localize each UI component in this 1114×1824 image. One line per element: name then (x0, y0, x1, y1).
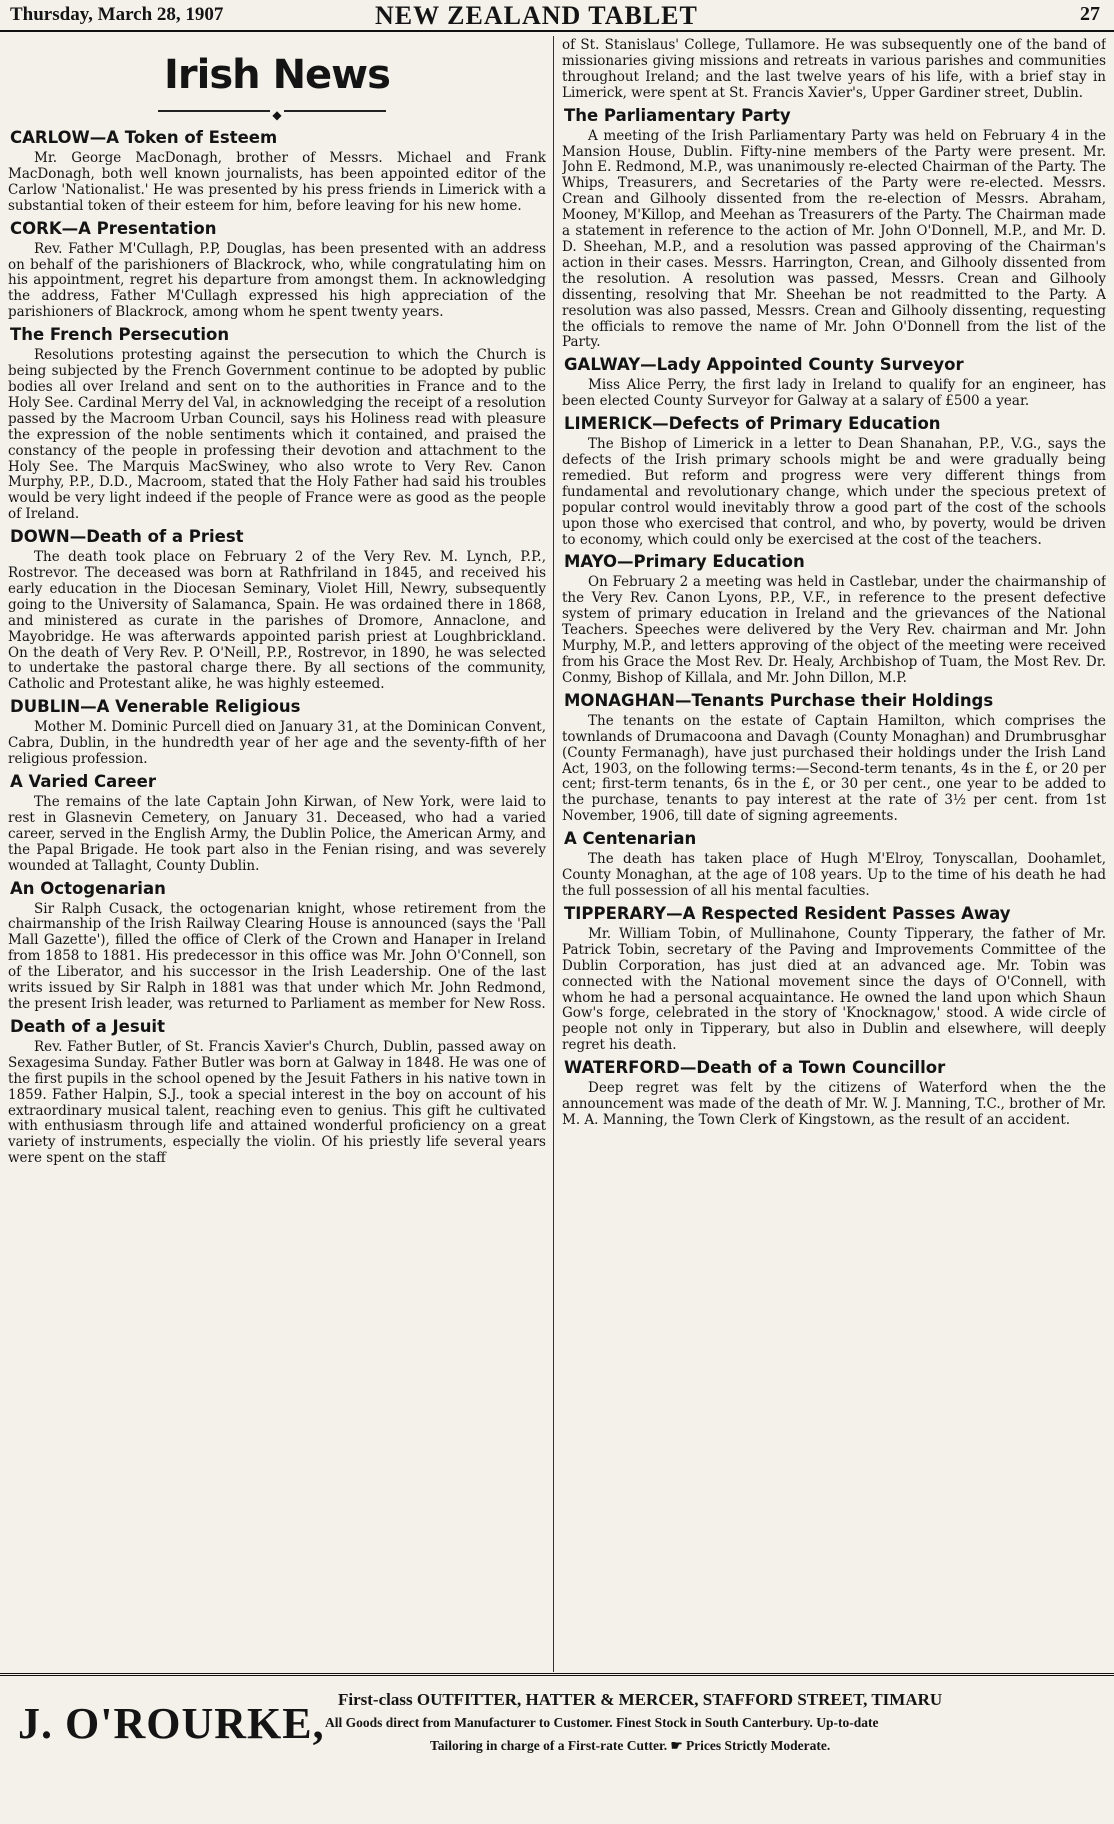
article-body: Rev. Father Butler, of St. Francis Xavier's Church, Dublin, passed away on Sexagesima Sunday. Father Butler was born at Galway in 1848. He was one of the first pupils in the school opened by the Jesuit Fathers in his native town in 1859. Father Halpin, S.J., took a special interest in the boy on account of his extraordinary musical talent, reaching even to genius. This gift he cultivated with enthusiasm through life and attained wonderful proficiency on a great variety of instruments, especially the violin. Of his priestly life several years were spent on the staff (8, 1038, 546, 1167)
advertiser-name: J. O'ROURKE, (18, 1699, 325, 1748)
article-body: A meeting of the Irish Parliamentary Party was held on February 4 in the Mansion House, Dublin. Fifty-nine members of the Party were present. Mr. John E. Redmond, M.P., was unanimously re-elected Chairman of the Party. The Whips, Treasurers, and Secretaries of the Party were re-elected. Messrs. Crean and Gilhooly dissented from the re-election of Messrs. Abraham, Mooney, M'Killop, and Meehan as Treasurers of the Party. The Chairman made a statement in reference to the action of Mr. John O'Donnell, M.P., and Mr. D. D. Sheehan, M.P., and a resolution was passed approving of the Chairman's action in their cases. Messrs. Harrington, Crean, and Gilhooly dissented from the resolution. A resolution was passed, Messrs. Crean and Gilhooly dissenting, resolving that Mr. Sheehan be not readmitted to the Party. A resolution was also passed, Messrs. Crean and Gilhooly dissenting, requesting the officials to remove the name of Mr. John O'Donnell from the list of the Party. (562, 127, 1106, 351)
advert-line-3: Tailoring in charge of a First-rate Cutter. ☛ Prices Strictly Moderate. (430, 1738, 831, 1753)
article-heading: Death of a Jesuit (10, 1016, 165, 1036)
article-heading: An Octogenarian (10, 878, 166, 898)
article-limerick (562, 414, 1106, 548)
article-body: Rev. Father M'Cullagh, P.P, Douglas, has been presented with an address on behalf of the parishioners of Blackrock, who, while congratulating him on his appointment, regret his departure from amongst them. In acknowledging the address, Father M'Cullagh expressed his high appreciation of the parishioners of Blackrock, among whom he spent twenty years. (8, 240, 546, 321)
article-cork (8, 219, 546, 322)
article-jesuit-continued (562, 38, 1106, 102)
left-column (8, 38, 546, 1670)
article-body: The death has taken place of Hugh M'Elroy, Tonyscallan, Doohamlet, County Monaghan, at the age of 108 years. Up to the time of his death he had the full possession of all his mental faculties. (562, 851, 1106, 899)
article-body: Mr. George MacDonagh, brother of Messrs. Michael and Frank MacDonagh, both well known journalists, has been appointed editor of the Carlow 'Nationalist.' He was presented by his press friends in Limerick with a substantial token of their esteem for him, before leaving for his new home. (8, 150, 546, 214)
article-centenarian (562, 829, 1106, 900)
issue-date: Thursday, March 28, 1907 (10, 4, 224, 25)
article-varied-career (8, 772, 546, 875)
advert-line-2: All Goods direct from Manufacturer to Customer. Finest Stock in South Canterbury. Up-to-date (325, 1715, 879, 1730)
article-mayo (562, 552, 1106, 686)
diamond-icon: ◆ (272, 108, 282, 122)
article-heading: The Parliamentary Party (564, 105, 791, 125)
article-heading: A Varied Career (10, 772, 156, 791)
article-body: The remains of the late Captain John Kirwan, of New York, were laid to rest in Glasnevin Cemetery, on January 31. Deceased, who had a varied career, served in the English Army, the Dublin Police, the American Army, and the Papal Brigade. He took part also in the Fenian rising, and was severely wounded at Tallaght, County Dublin. (8, 794, 546, 874)
column-divider (553, 36, 554, 1672)
article-body: The death took place on February 2 of the Very Rev. M. Lynch, P.P., Rostrevor. The deceased was born at Rathfriland in 1845, and received his early education in the Diocesan Seminary, Violet Hill, Newry, subsequently going to the University of Salamanca, Spain. He was ordained there in 1868, and ministered as curate in the parishes of Dromore, Annaclone, and Mayobridge. He was afterwards appointed parish priest at Loughbrickland. On the death of Very Rev. P. O'Neill, P.P., Rostrevor, in 1890, he was selected to undertake the pastoral charge there. By all sections of the community, Catholic and Protestant alike, he was highly esteemed. (8, 549, 546, 693)
title-ornament (8, 104, 546, 122)
article-octogenarian (8, 879, 546, 1013)
advertisement (0, 1673, 1114, 1824)
article-monaghan (562, 691, 1106, 825)
article-body: On February 2 a meeting was held in Castlebar, under the chairmanship of the Very Rev. Canon Lyons, P.P., V.F., in reference to the present defective system of primary education in Ireland and the grievances of the National Teachers. Speeches were delivered by the Very Rev. chairman and Mr. John Murphy, M.P., and letters approving of the object of the meeting were received from his Grace the Most Rev. Dr. Healy, Archbishop of Tuam, the Most Rev. Dr. Conmy, Bishop of Killala, and Mr. John Dillon, M.P. (562, 574, 1106, 686)
article-heading: TIPPERARY—A Respected Resident Passes Away (564, 903, 1011, 923)
article-heading: LIMERICK—Defects of Primary Education (564, 414, 941, 434)
article-galway (562, 355, 1106, 410)
article-dublin (8, 697, 546, 768)
article-waterford (562, 1058, 1106, 1129)
article-body: The Bishop of Limerick in a letter to Dean Shanahan, P.P., V.G., says the defects of the Irish primary schools might be and were gradually being remedied. But reform and progress were very different things from fundamental and revolutionary change, which under the specious pretext of popular control would inevitably throw a good part of the cost of the schools upon those who exercised that control, and who, by poverty, would be driven to economy, which could only be exercised at the cost of the teachers. (562, 436, 1106, 548)
article-french-persecution (8, 325, 546, 523)
article-body: The tenants on the estate of Captain Hamilton, which comprises the townlands of Drumacoona and Davagh (County Monaghan) and Drumbrusghar (County Fermanagh), have just purchased their holdings under the Irish Land Act, 1903, on the following terms:—Second-term tenants, 4s in the £, or 20 per cent; first-term tenants, 6s in the £, or 30 per cent., one year to be added to the purchase, tenants to pay interest at the rate of 3½ per cent. from 1st November, 1906, till date of signing agreements. (562, 712, 1106, 825)
article-heading: WATERFORD—Death of a Town Councillor (564, 1058, 946, 1078)
article-heading: A Centenarian (564, 829, 697, 849)
article-heading: GALWAY—Lady Appointed County Surveyor (564, 355, 964, 375)
article-body: Resolutions protesting against the persecution to which the Church is being subjected by the French Government continue to be adopted by public bodies all over Ireland and sent on to the authorities in France and to the Holy See. Cardinal Merry del Val, in acknowledging the receipt of a resolution passed by the Macroom Urban Council, says his Holiness read with pleasure the expression of the noble sentiments which it contained, and praised the constancy of the people in professing their devotion and attachment to the Holy See. The Marquis MacSwiney, who also wrote to Very Rev. Canon Murphy, P.P., D.D., Macroom, stated that the Holy Father had said his troubles would be very light indeed if the people of France were as good as the people of Ireland. (8, 347, 546, 523)
section-title: Irish News (164, 52, 390, 98)
article-heading: DOWN—Death of a Priest (10, 527, 244, 547)
right-column (562, 38, 1106, 1670)
newspaper-title: NEW ZEALAND TABLET (375, 1, 698, 30)
article-body: Sir Ralph Cusack, the octogenarian knight, whose retirement from the chairmanship of the Irish Railway Clearing House is announced (says the 'Pall Mall Gazette'), filled the office of Clerk of the Crown and Hanaper in Ireland from 1858 to 1881. His predecessor in this office was Mr. John O'Connell, son of the Liberator, and his successor in the Irish Leadership. One of the last writs issued by Sir Ralph in 1881 was that under which Mr. John Redmond, the present Irish leader, was returned to Parliament as member for New Ross. (8, 900, 546, 1012)
masthead (0, 0, 1114, 32)
article-heading: DUBLIN—A Venerable Religious (10, 697, 301, 717)
advert-line-1: First-class OUTFITTER, HATTER & MERCER, STAFFORD STREET, TIMARU (338, 1690, 943, 1709)
article-body: Miss Alice Perry, the first lady in Ireland to qualify for an engineer, has been elected County Surveyor for Galway at a salary of £500 a year. (562, 377, 1106, 410)
page-number: 27 (1080, 3, 1100, 25)
article-heading: MAYO—Primary Education (564, 552, 805, 572)
article-parliamentary-party (562, 106, 1106, 352)
article-death-of-jesuit (8, 1017, 546, 1167)
article-heading: CARLOW—A Token of Esteem (10, 128, 278, 147)
article-heading: MONAGHAN—Tenants Purchase their Holdings (564, 690, 994, 710)
article-heading: CORK—A Presentation (10, 218, 217, 238)
article-tipperary (562, 904, 1106, 1054)
article-down (8, 527, 546, 693)
article-body: Mother M. Dominic Purcell died on January 31, at the Dominican Convent, Cabra, Dublin, in the hundredth year of her age and the seventy-fifth of her religious profession. (8, 719, 546, 768)
article-body: Deep regret was felt by the citizens of Waterford when the the announcement was made of the death of Mr. W. J. Manning, T.C., brother of Mr. M. A. Manning, the Town Clerk of Kingstown, as the result of an accident. (562, 1080, 1106, 1128)
article-body: Mr. William Tobin, of Mullinahone, County Tipperary, the father of Mr. Patrick Tobin, secretary of the Paving and Improvements Committee of the Dublin Corporation, has just died at an advanced age. Mr. Tobin was connected with the National movement since the days of O'Connell, with whom he had a personal acquaintance. He owned the land upon which Shaun Gow's forge, celebrated in the story of 'Knocknagow,' stood. A wide circle of people not only in Tipperary, but also in Dublin and elsewhere, will deeply regret his death. (562, 925, 1106, 1054)
article-carlow (8, 128, 546, 215)
article-body-continued: of St. Stanislaus' College, Tullamore. He was subsequently one of the band of missionaries giving missions and retreats in various parishes and communities throughout Ireland; and the last twelve years of his life, with a brief stay in Limerick, were spent at St. Francis Xavier's, Upper Gardiner street, Dublin. (562, 38, 1106, 101)
article-heading: The French Persecution (10, 325, 230, 345)
